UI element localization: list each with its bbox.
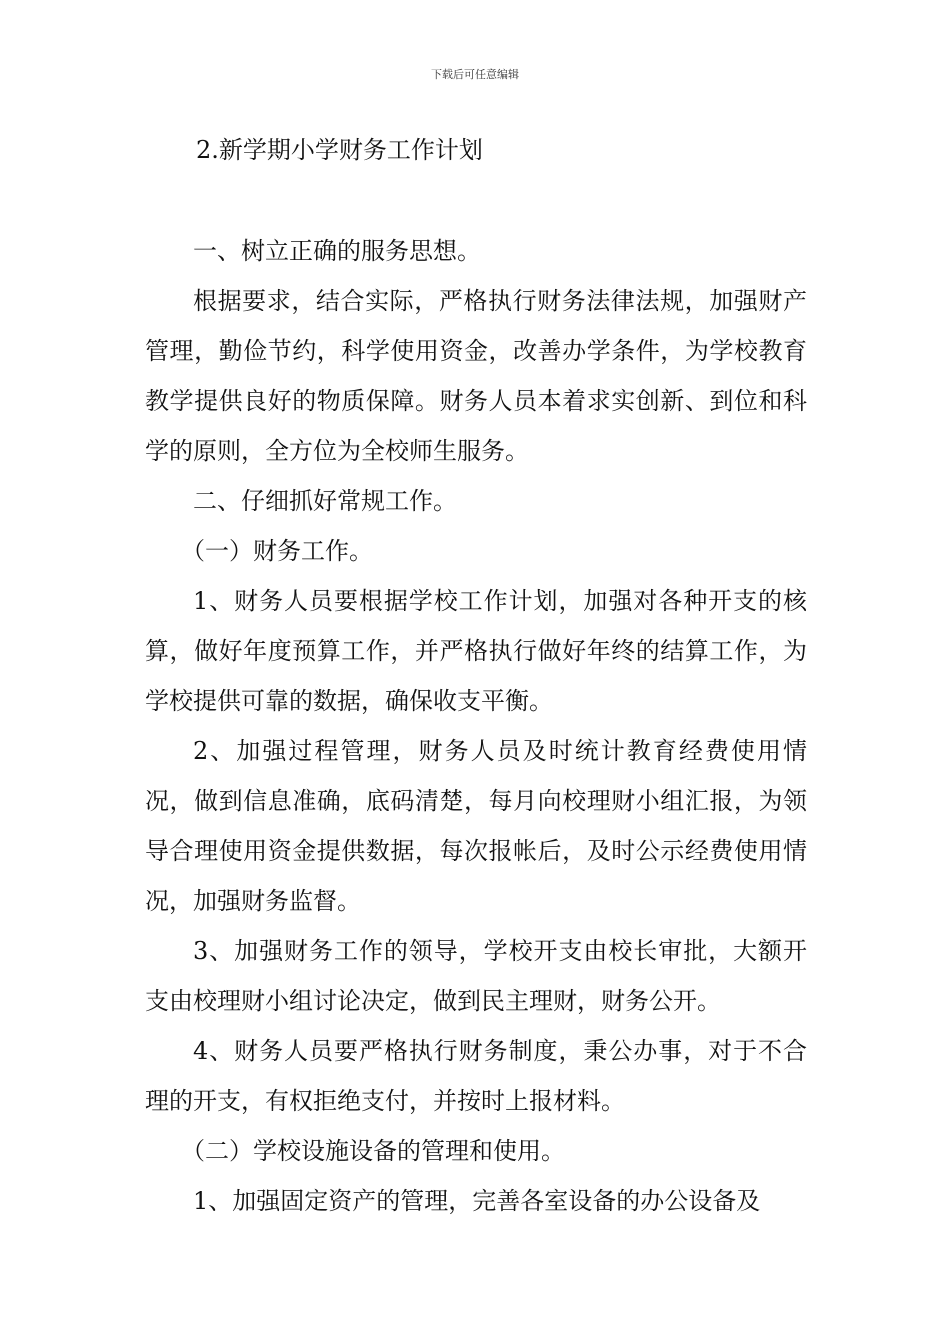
paragraph: 根据要求，结合实际，严格执行财务法律法规，加强财产管理，勤俭节约，科学使用资金，改善办学条件，为学校教育教学提供良好的物质保障。财务人员本着求实创新、到位和科学的原则，全方位为全校师生服务。 [145, 287, 807, 465]
header-note: 下载后可任意编辑 [431, 68, 519, 81]
list-item: 1、财务人员要根据学校工作计划，加强对各种开支的核算，做好年度预算工作，并严格执行做好年终的结算工作，为学校提供可靠的数据，确保收支平衡。 [145, 587, 807, 715]
list-item: 2、加强过程管理，财务人员及时统计教育经费使用情况，做到信息准确，底码清楚，每月向校理财小组汇报，为领导合理使用资金提供数据，每次报帐后，及时公示经费使用情况，加强财务监督。 [145, 737, 807, 915]
subsection-heading-1: （一）财务工作。 [181, 537, 373, 565]
section-heading-2: 二、仔细抓好常规工作。 [193, 487, 457, 515]
list-item: 3、加强财务工作的领导，学校开支由校长审批，大额开支由校理财小组讨论决定，做到民主理财，财务公开。 [145, 937, 807, 1015]
subsection-heading-2: （二）学校设施设备的管理和使用。 [181, 1137, 565, 1165]
list-item: 1、加强固定资产的管理，完善各室设备的办公设备及 [193, 1187, 761, 1215]
document-title: 2.新学期小学财务工作计划 [196, 136, 483, 164]
document-body [145, 226, 807, 1226]
section-heading-1: 一、树立正确的服务思想。 [193, 237, 481, 265]
list-item: 4、财务人员要严格执行财务制度，秉公办事，对于不合理的开支，有权拒绝支付，并按时上报材料。 [145, 1037, 807, 1115]
